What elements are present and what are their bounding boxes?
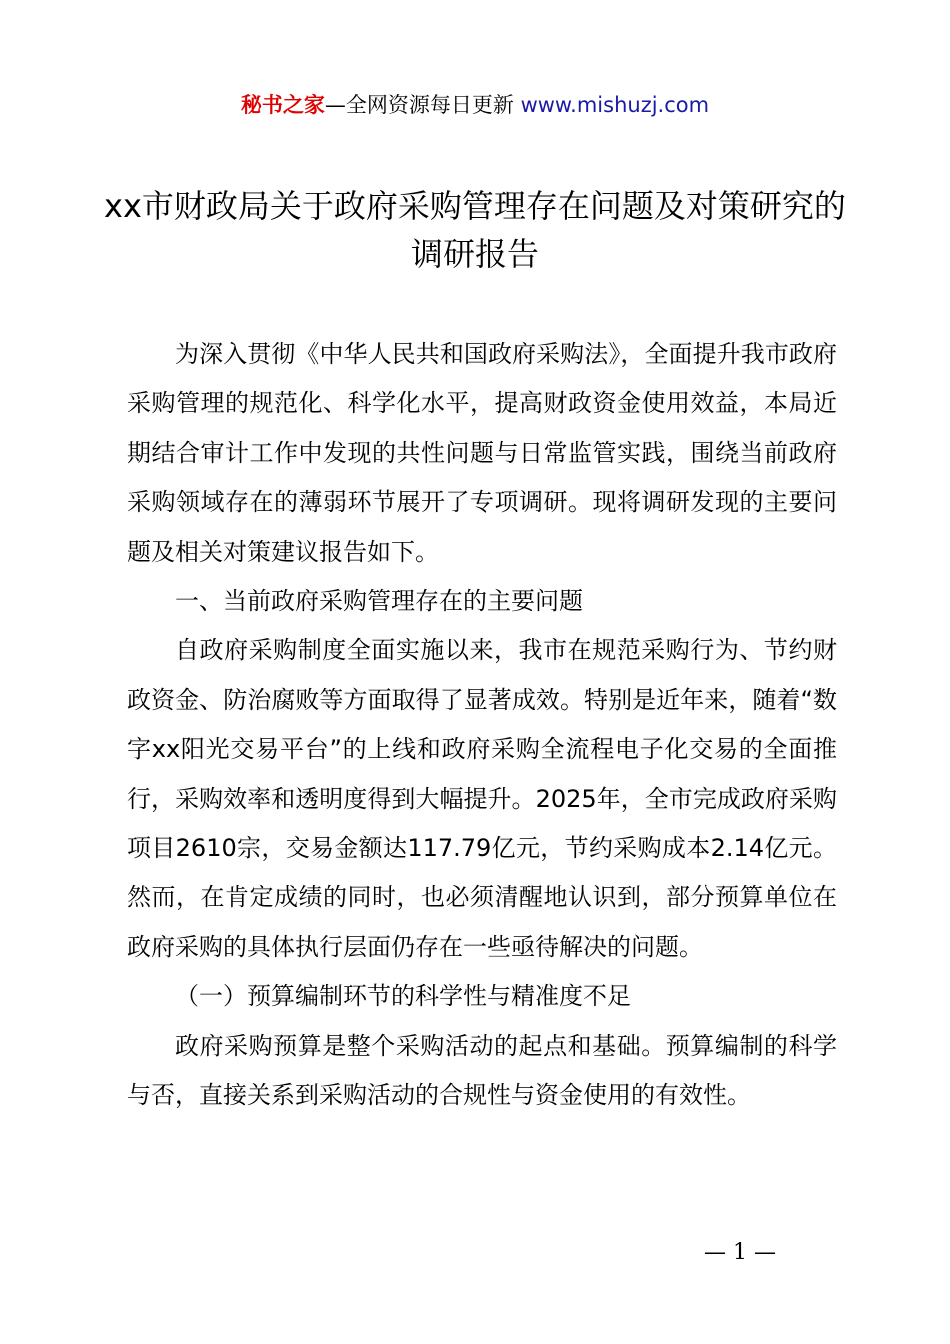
site-tagline: —全网资源每日更新 <box>324 93 521 117</box>
site-brand: 秘书之家 <box>240 93 325 117</box>
site-header <box>0 88 950 122</box>
body-paragraph: 政府采购预算是整个采购活动的起点和基础。预算编制的科学与否，直接关系到采购活动的合规性与资金使用的有效性。 <box>127 1031 837 1110</box>
body-paragraph: 自政府采购制度全面实施以来，我市在规范采购行为、节约财政资金、防治腐败等方面取得了显著成效。特别是近年来，随着“数字xx阳光交易平台”的上线和政府采购全流程电子化交易的全面推行，采购效率和透明度得到大幅提升。2025年，全市完成政府采购项目2610宗，交易金额达117.79亿元，节约采购成本2.14亿元。然而，在肯定成绩的同时，也必须清醒地认识到，部分预算单位在政府采购的具体执行层面仍存在一些亟待解决的问题。 <box>127 636 837 961</box>
subsection-heading-1: （一）预算编制环节的科学性与精准度不足 <box>175 982 631 1011</box>
page-number: — 1 — <box>704 1240 776 1265</box>
document-body <box>127 330 837 1121</box>
site-url-link[interactable]: www.mishuzj.com <box>520 93 710 117</box>
intro-paragraph: 为深入贯彻《中华人民共和国政府采购法》，全面提升我市政府采购管理的规范化、科学化水平，提高财政资金使用效益，本局近期结合审计工作中发现的共性问题与日常监管实践，围绕当前政府采购领域存在的薄弱环节展开了专项调研。现将调研发现的主要问题及相关对策建议报告如下。 <box>127 340 837 566</box>
section-heading-1: 一、当前政府采购管理存在的主要问题 <box>175 587 583 616</box>
document-title: xx市财政局关于政府采购管理存在问题及对策研究的调研报告 <box>104 187 846 273</box>
